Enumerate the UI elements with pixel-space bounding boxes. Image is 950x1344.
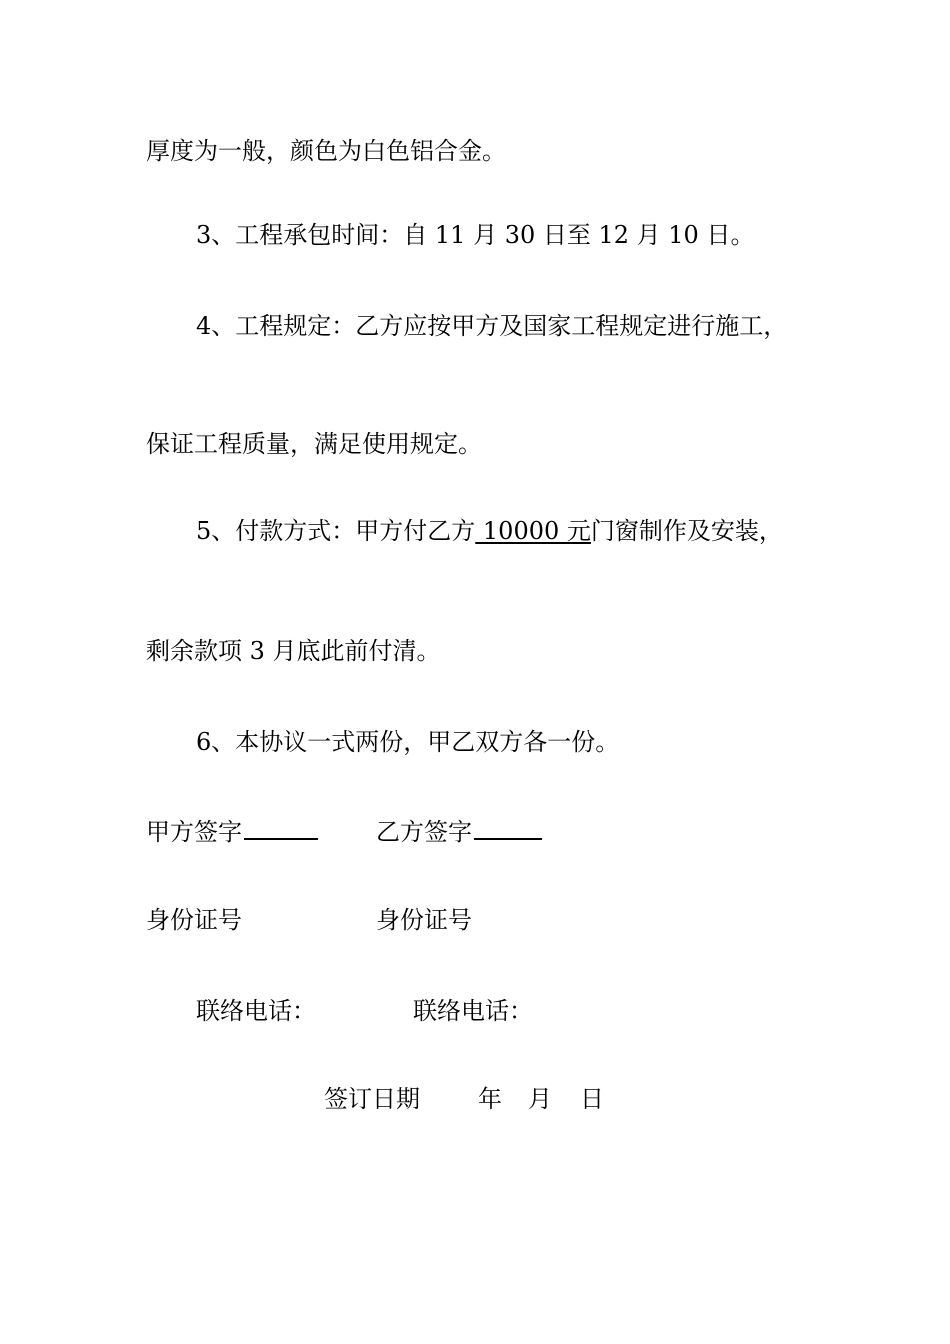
party-a-signature-blank[interactable] bbox=[244, 837, 318, 840]
party-a-signature bbox=[146, 816, 318, 848]
party-a-signature-label: 甲方签字 bbox=[146, 818, 242, 846]
clause-4-continued: 保证工程质量，满足使用规定。 bbox=[146, 430, 482, 458]
clause-6: 6、本协议一式两份，甲乙双方各一份。 bbox=[196, 728, 620, 756]
signing-date-label: 签订日期 bbox=[324, 1085, 420, 1113]
party-b-signature bbox=[376, 816, 542, 848]
clause-3: 3、工程承包时间：自 11 月 30 日至 12 月 10 日。 bbox=[196, 221, 755, 249]
clause-4: 4、工程规定：乙方应按甲方及国家工程规定进行施工， bbox=[196, 312, 788, 340]
date-year-label: 年 bbox=[478, 1085, 502, 1113]
clause-5-suffix: 门窗制作及安装， bbox=[590, 517, 783, 545]
payment-amount: 10000 元 bbox=[475, 517, 591, 545]
date-day-label: 日 bbox=[580, 1085, 604, 1113]
paragraph-line-1: 厚度为一般，颜色为白色铝合金。 bbox=[146, 137, 506, 165]
date-month-label: 月 bbox=[528, 1085, 552, 1113]
clause-5-prefix: 5、付款方式：甲方付乙方 bbox=[196, 517, 476, 545]
party-b-phone-label: 联络电话： bbox=[413, 997, 533, 1025]
clause-5 bbox=[196, 515, 783, 547]
party-b-signature-label: 乙方签字 bbox=[376, 818, 472, 846]
party-a-phone-label: 联络电话： bbox=[196, 997, 316, 1025]
party-a-id-label: 身份证号 bbox=[146, 906, 242, 934]
party-b-signature-blank[interactable] bbox=[474, 837, 542, 840]
party-b-id-label: 身份证号 bbox=[376, 906, 472, 934]
clause-5-continued: 剩余款项 3 月底此前付清。 bbox=[146, 637, 441, 665]
